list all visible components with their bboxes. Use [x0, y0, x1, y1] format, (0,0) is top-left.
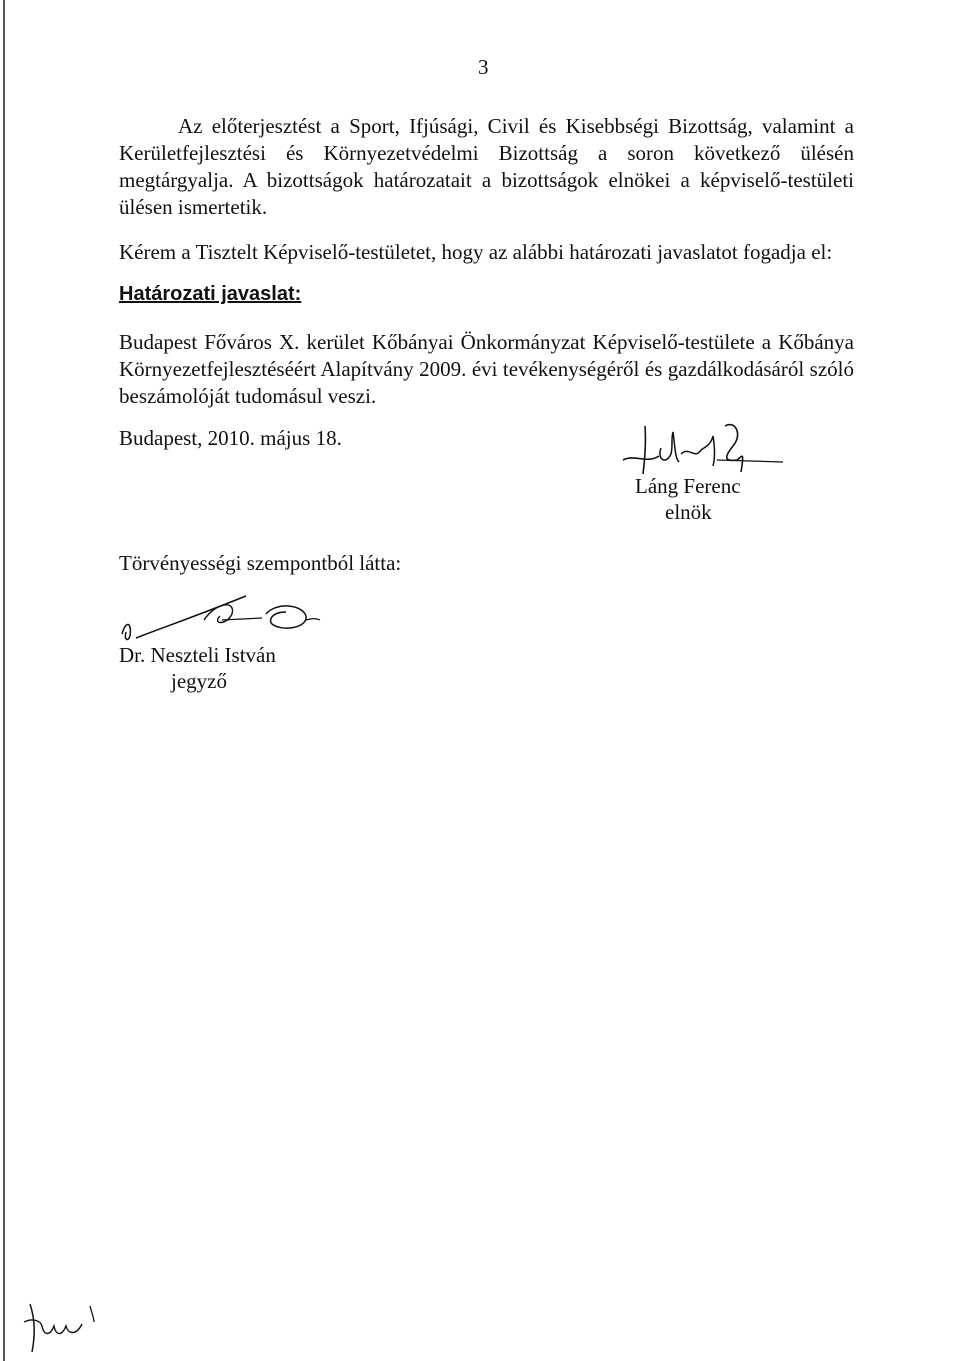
resolution-paragraph: Budapest Főváros X. kerület Kőbányai Önkormányzat Képviselő-testülete a Kőbánya Környezetfejlesztéséért Alapítvány 2009. évi tevékenységéről és gazdálkodásáról szóló beszámolóját tudomásul veszi. [119, 330, 854, 408]
resolution-heading: Határozati javaslat: [119, 283, 302, 305]
initials-mark [20, 1296, 110, 1356]
chair-title: elnök [665, 500, 712, 524]
notary-title: jegyző [171, 669, 227, 693]
page-number: 3 [478, 55, 489, 79]
intro-paragraph: Az előterjesztést a Sport, Ifjúsági, Civil és Kisebbségi Bizottság, valamint a Kerületfejlesztési és Környezetvédelmi Bizottság a soron következő ülésén megtárgyalja. A bizottságok határozatait a bizottságok elnökei a képviselő-testületi ülésen ismertetik. [119, 114, 854, 219]
scan-edge-line [3, 0, 5, 1361]
chair-name: Láng Ferenc [635, 474, 741, 498]
request-paragraph: Kérem a Tisztelt Képviselő-testületet, hogy az alábbi határozati javaslatot fogadja el: [119, 240, 833, 264]
date-line: Budapest, 2010. május 18. [119, 426, 342, 450]
notary-name: Dr. Neszteli István [119, 643, 276, 667]
legal-review-line: Törvényességi szempontból látta: [119, 551, 402, 575]
notary-signature [116, 590, 321, 650]
